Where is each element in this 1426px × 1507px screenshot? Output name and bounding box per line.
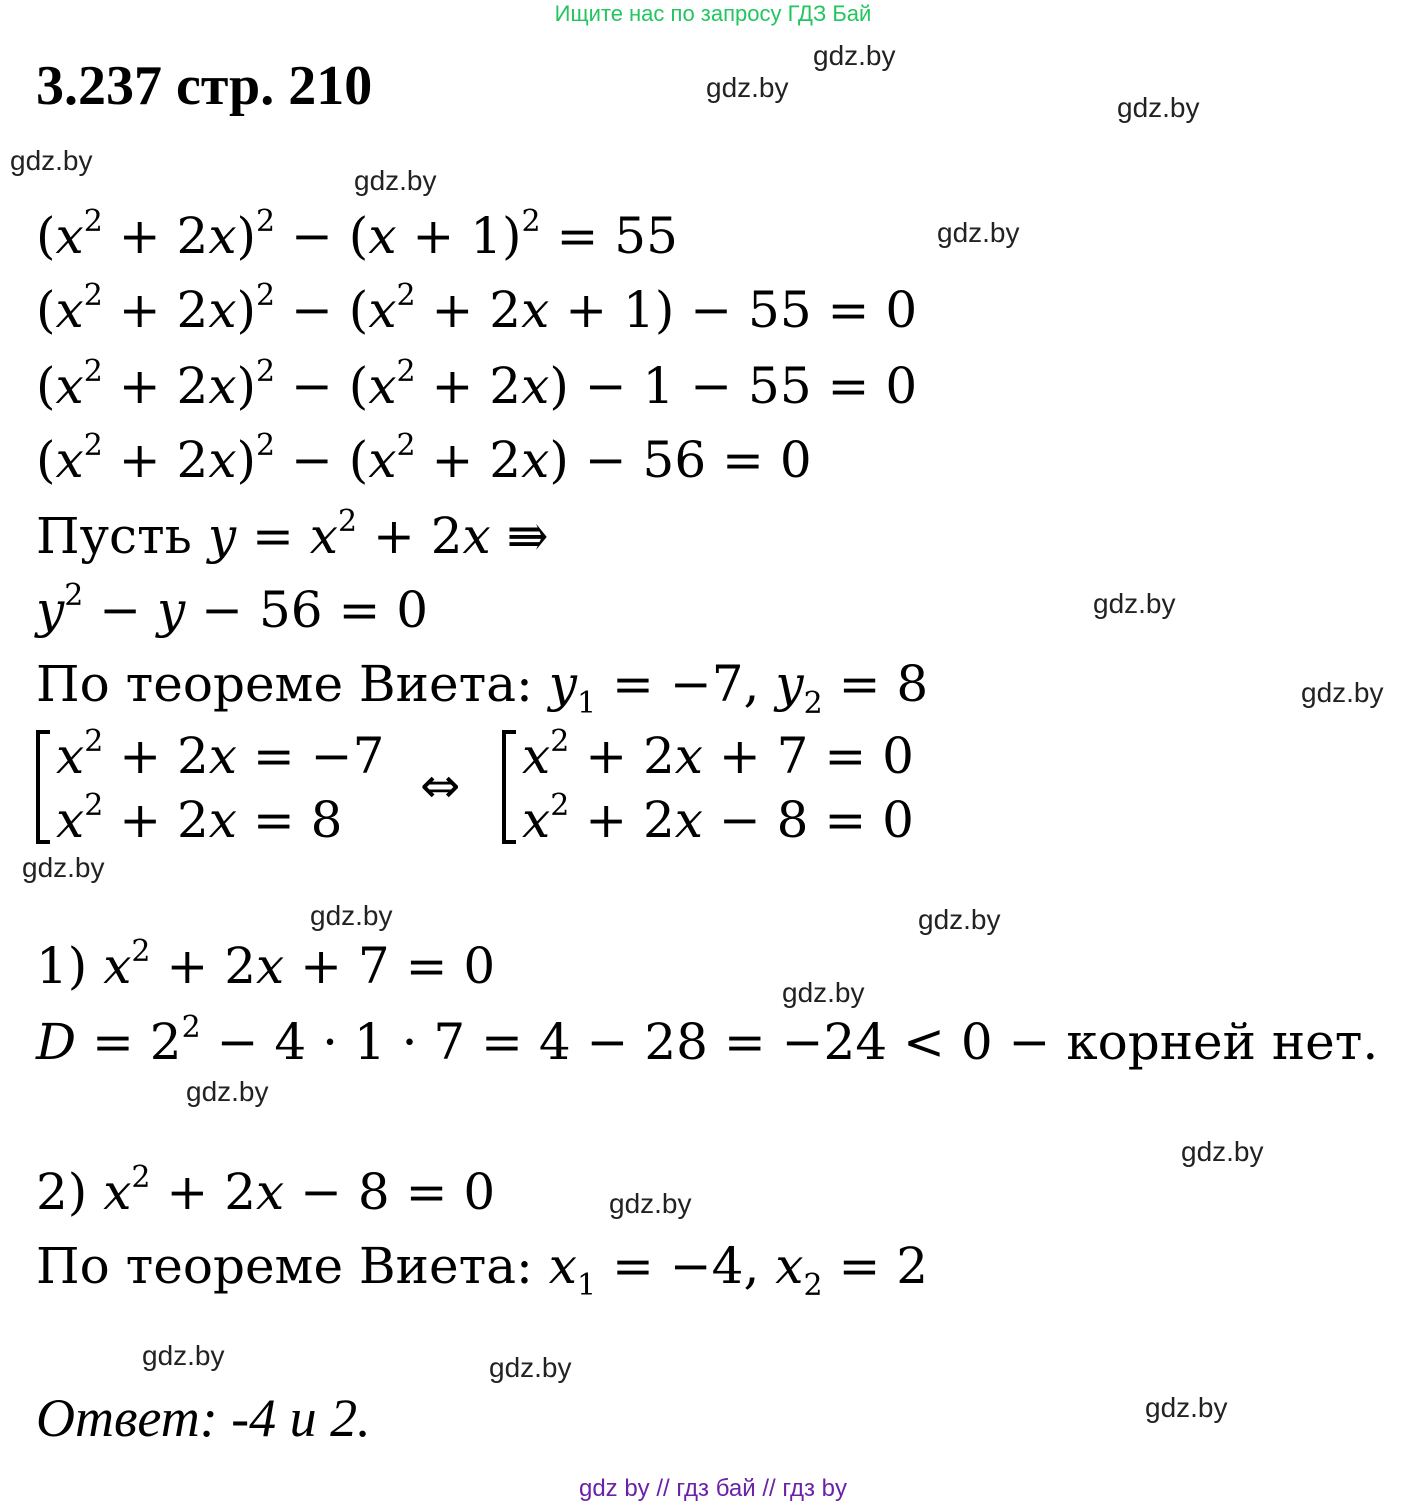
top-banner: Ищите нас по запросу ГДЗ Бай (554, 1, 872, 26)
equation-line-1: $(x^2 + 2x)^2 - (x + 1)^2 = 55$ (36, 204, 678, 265)
watermark: gdz.by (1093, 588, 1176, 619)
system-left-line-1: $x^2 + 2x = -7$ (56, 724, 385, 785)
watermark: gdz.by (186, 1076, 269, 1107)
discriminant-line: $D = 2^2 - 4 \cdot 1 \cdot 7 = 4 - 28 = -24 < 0$ − корней нет. (36, 1010, 1379, 1071)
vieta-y-line: По теореме Виета: $y_1 = -7$, $y_2 = 8$ (36, 655, 929, 721)
quadratic-in-y-line: $y^2 - y - 56 = 0$ (36, 578, 429, 639)
watermark: gdz.by (1301, 677, 1384, 708)
answer: Ответ: -4 и 2. (36, 1388, 371, 1448)
watermark: gdz.by (1117, 92, 1200, 123)
equation-system (36, 726, 1036, 850)
substitution-line: Пусть $y = x^2 + 2x$ ⇛ (36, 504, 549, 565)
watermark: gdz.by (354, 165, 437, 196)
watermark: gdz.by (10, 145, 93, 176)
case-1-equation: 1) $x^2 + 2x + 7 = 0$ (36, 934, 496, 995)
system-right-line-2: $x^2 + 2x - 8 = 0$ (522, 788, 914, 849)
watermark: gdz.by (918, 904, 1001, 935)
equivalence-icon: ⇔ (420, 758, 461, 814)
system-left-line-2: $x^2 + 2x = 8$ (56, 788, 343, 849)
case-2-equation: 2) $x^2 + 2x - 8 = 0$ (36, 1160, 496, 1221)
equation-line-3: $(x^2 + 2x)^2 - (x^2 + 2x) - 1 - 55 = 0$ (36, 354, 918, 415)
vieta-x-line: По теореме Виета: $x_1 = -4$, $x_2 = 2$ (36, 1237, 929, 1303)
footer-links: gdz by // гдз бай // гдз by (578, 1475, 848, 1502)
right-bracket (502, 730, 516, 844)
watermark: gdz.by (1181, 1136, 1264, 1167)
watermark: gdz.by (489, 1352, 572, 1383)
watermark: gdz.by (782, 977, 865, 1008)
page-title: 3.237 стр. 210 (36, 55, 373, 117)
watermark: gdz.by (22, 852, 105, 883)
watermark: gdz.by (937, 217, 1020, 248)
watermark: gdz.by (142, 1340, 225, 1371)
watermark: gdz.by (706, 72, 789, 103)
system-right-line-1: $x^2 + 2x + 7 = 0$ (522, 724, 914, 785)
watermark: gdz.by (1145, 1392, 1228, 1423)
watermark: gdz.by (813, 40, 896, 71)
watermark: gdz.by (609, 1188, 692, 1219)
equation-line-4: $(x^2 + 2x)^2 - (x^2 + 2x) - 56 = 0$ (36, 428, 812, 489)
equation-line-2: $(x^2 + 2x)^2 - (x^2 + 2x + 1) - 55 = 0$ (36, 278, 918, 339)
watermark: gdz.by (310, 900, 393, 931)
left-bracket (36, 730, 50, 844)
